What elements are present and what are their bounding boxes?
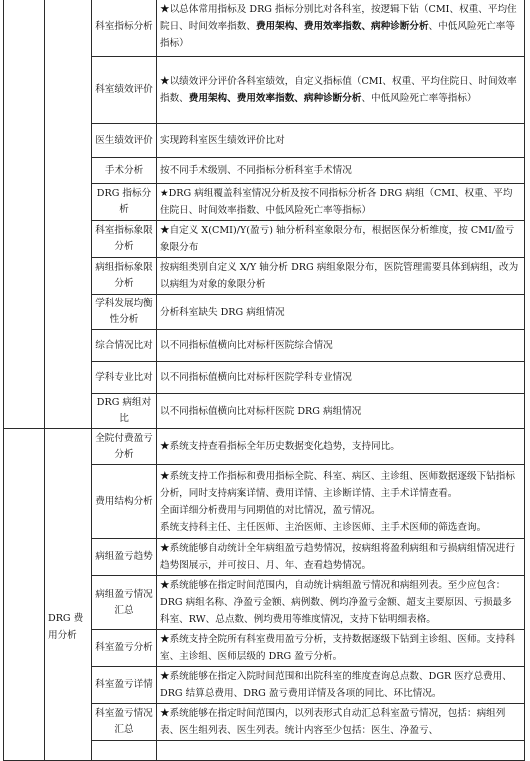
text-segment: 、中低风险死亡率等指标）	[160, 21, 515, 49]
function-name-cell: DRG 指标分析	[92, 184, 157, 221]
description-line	[160, 438, 521, 455]
function-name-cell: 科室盈亏详情	[92, 667, 157, 704]
text-segment: ★以总体常用指标及 DRG 指标分别比对各科室，按逻辑下钻（CMI、权重、平均住院日、时间效率指数、	[160, 4, 517, 32]
description-line	[160, 502, 521, 519]
function-description-cell	[157, 124, 525, 158]
function-name-cell: 科室指标象限分析	[92, 221, 157, 258]
text-segment: ★以绩效评分评价各科室绩效，自定义指标值（CMI、权重、平均住院日、时间效率指数、	[160, 76, 517, 104]
description-line	[160, 577, 521, 628]
function-description-cell	[157, 184, 525, 221]
table-row	[4, 0, 525, 57]
function-name-cell: 全院付费盈亏分析	[92, 429, 157, 465]
function-description-cell	[157, 429, 525, 465]
text-segment: 以不同指标值横向比对标杆医院 DRG 病组情况	[160, 405, 362, 417]
function-name-cell: 学科专业比对	[92, 362, 157, 394]
description-line	[160, 668, 521, 702]
function-name-cell: 病组盈亏趋势	[92, 539, 157, 576]
function-name-cell: 手术分析	[92, 158, 157, 184]
function-name-cell: 病组指标象限分析	[92, 258, 157, 295]
function-description-cell	[157, 576, 525, 630]
text-segment: ★系统支持查看指标全年历史数据变化趋势，支持同比。	[160, 441, 400, 452]
description-line	[160, 540, 521, 574]
function-name-cell: 费用结构分析	[92, 465, 157, 539]
function-name-cell: 学科发展均衡性分析	[92, 295, 157, 330]
description-line	[160, 468, 521, 502]
bold-text-segment: 费用架构、费用效率指数、病种诊断分析	[188, 93, 362, 104]
function-description-cell	[157, 158, 525, 184]
text-segment: 按病组类别自定义 X/Y 轴分析 DRG 病组象限分布，医院管理需要具体到病组，改为以病组为对象的象限分析	[160, 262, 519, 290]
text-segment: 分析科室缺失 DRG 病组情况	[160, 306, 285, 318]
function-name-cell: 综合情况比对	[92, 330, 157, 362]
function-name-cell: 科室绩效评价	[92, 57, 157, 124]
function-description-cell	[157, 667, 525, 704]
function-description-cell	[157, 362, 525, 394]
function-name-cell: 科室盈亏分析	[92, 630, 157, 667]
function-name-cell: 病组盈亏情况汇总	[92, 576, 157, 630]
text-segment: ★系统支持全院所有科室费用盈亏分析，支持数据逐级下钻到主诊组、医师。支持科室、主诊组、医师层级的 DRG 盈亏分析。	[160, 634, 515, 662]
description-line	[160, 705, 521, 739]
table-row	[4, 429, 525, 465]
category-cell-empty	[4, 0, 45, 429]
text-segment: 以不同指标值横向比对标杆医院综合情况	[160, 340, 333, 351]
function-description-cell	[157, 57, 525, 124]
function-description-cell	[157, 330, 525, 362]
function-name-cell: 科室盈亏情况汇总	[92, 704, 157, 741]
group-cell-empty	[45, 0, 92, 429]
function-description-cell	[157, 258, 525, 295]
text-segment: 以不同指标值横向比对标杆医院学科专业情况	[160, 372, 352, 383]
empty-cell	[92, 741, 157, 761]
function-description-cell	[157, 704, 525, 741]
text-segment: ★系统能够自动统计全年病组盈亏趋势情况，按病组将盈利病组和亏损病组情况进行趋势图展示，并可按日、月、年、查看趋势情况。	[160, 543, 515, 571]
function-description-cell	[157, 630, 525, 667]
spec-table	[3, 0, 525, 761]
function-name-cell: 科室指标分析	[92, 0, 157, 57]
text-segment: ★系统能够在指定时间范围内，以列表形式自动汇总科室盈亏情况，包括：病组列表、医生组列表、医生列表。统计内容至少包括：医生、净盈亏、	[160, 708, 506, 736]
section-label-cell	[45, 429, 92, 761]
function-description-cell	[157, 0, 525, 57]
description-line	[160, 519, 521, 536]
text-segment: ★系统支持工作指标和费用指标全院、科室、病区、主诊组、医师数据逐级下钻指标分析，同时支持病案详情、费用详情、主诊断详情、主手术详情查看。	[160, 470, 515, 499]
text-segment: 实现跨科室医生绩效评价比对	[160, 135, 285, 146]
function-description-cell	[157, 221, 525, 258]
bold-text-segment: 费用架构、费用效率指数、病种诊断分析	[255, 21, 429, 32]
text-segment: 按不同手术级别、不同指标分析科室手术情况	[160, 165, 352, 176]
empty-cell	[157, 741, 525, 761]
text-segment: ★系统能够在指定时间范围内，自动统计病组盈亏情况和病组列表。至少应包含：DRG 病组名称、净盈亏金额、病例数、例均净盈亏金额、超支主要原因、亏损最多科室、RW、总点数、例均费用等维度情况，支持下钻明细表格。	[160, 580, 512, 625]
function-description-cell	[157, 295, 525, 330]
function-name-cell: DRG 病组对比	[92, 394, 157, 429]
function-description-cell	[157, 539, 525, 576]
function-description-cell	[157, 394, 525, 429]
description-line	[160, 631, 521, 665]
text-segment: 全面详细分析费用与同期值的对比情况，盈亏情况。	[160, 504, 381, 516]
text-segment: ★自定义 X(CMI)/Y(盈亏) 轴分析科室象限分布，根据医保分析维度，按 CMI/盈亏象限分布	[160, 225, 515, 253]
category-cell-empty	[4, 429, 45, 761]
text-segment: ★DRG 病组覆盖科室情况分析及按不同指标分析各 DRG 病组（CMI、权重、平均住院日、时间效率指数、中低风险死亡率等指标）	[160, 188, 513, 216]
text-segment: ★系统能够在指定入院时间范围和出院科室的维度查询总点数、DGR 医疗总费用、DRG 结算总费用、DRG 盈亏费用详情及各项的同比、环比情况。	[160, 671, 512, 699]
section-label: DRG 费用分析	[48, 612, 84, 641]
function-name-cell: 医生绩效评价	[92, 124, 157, 158]
text-segment: 、中低风险死亡率等指标）	[361, 93, 477, 104]
text-segment: 系统支持科主任、主任医师、主治医师、主诊医师、主手术医师的筛选查询。	[160, 521, 487, 533]
function-description-cell	[157, 465, 525, 539]
